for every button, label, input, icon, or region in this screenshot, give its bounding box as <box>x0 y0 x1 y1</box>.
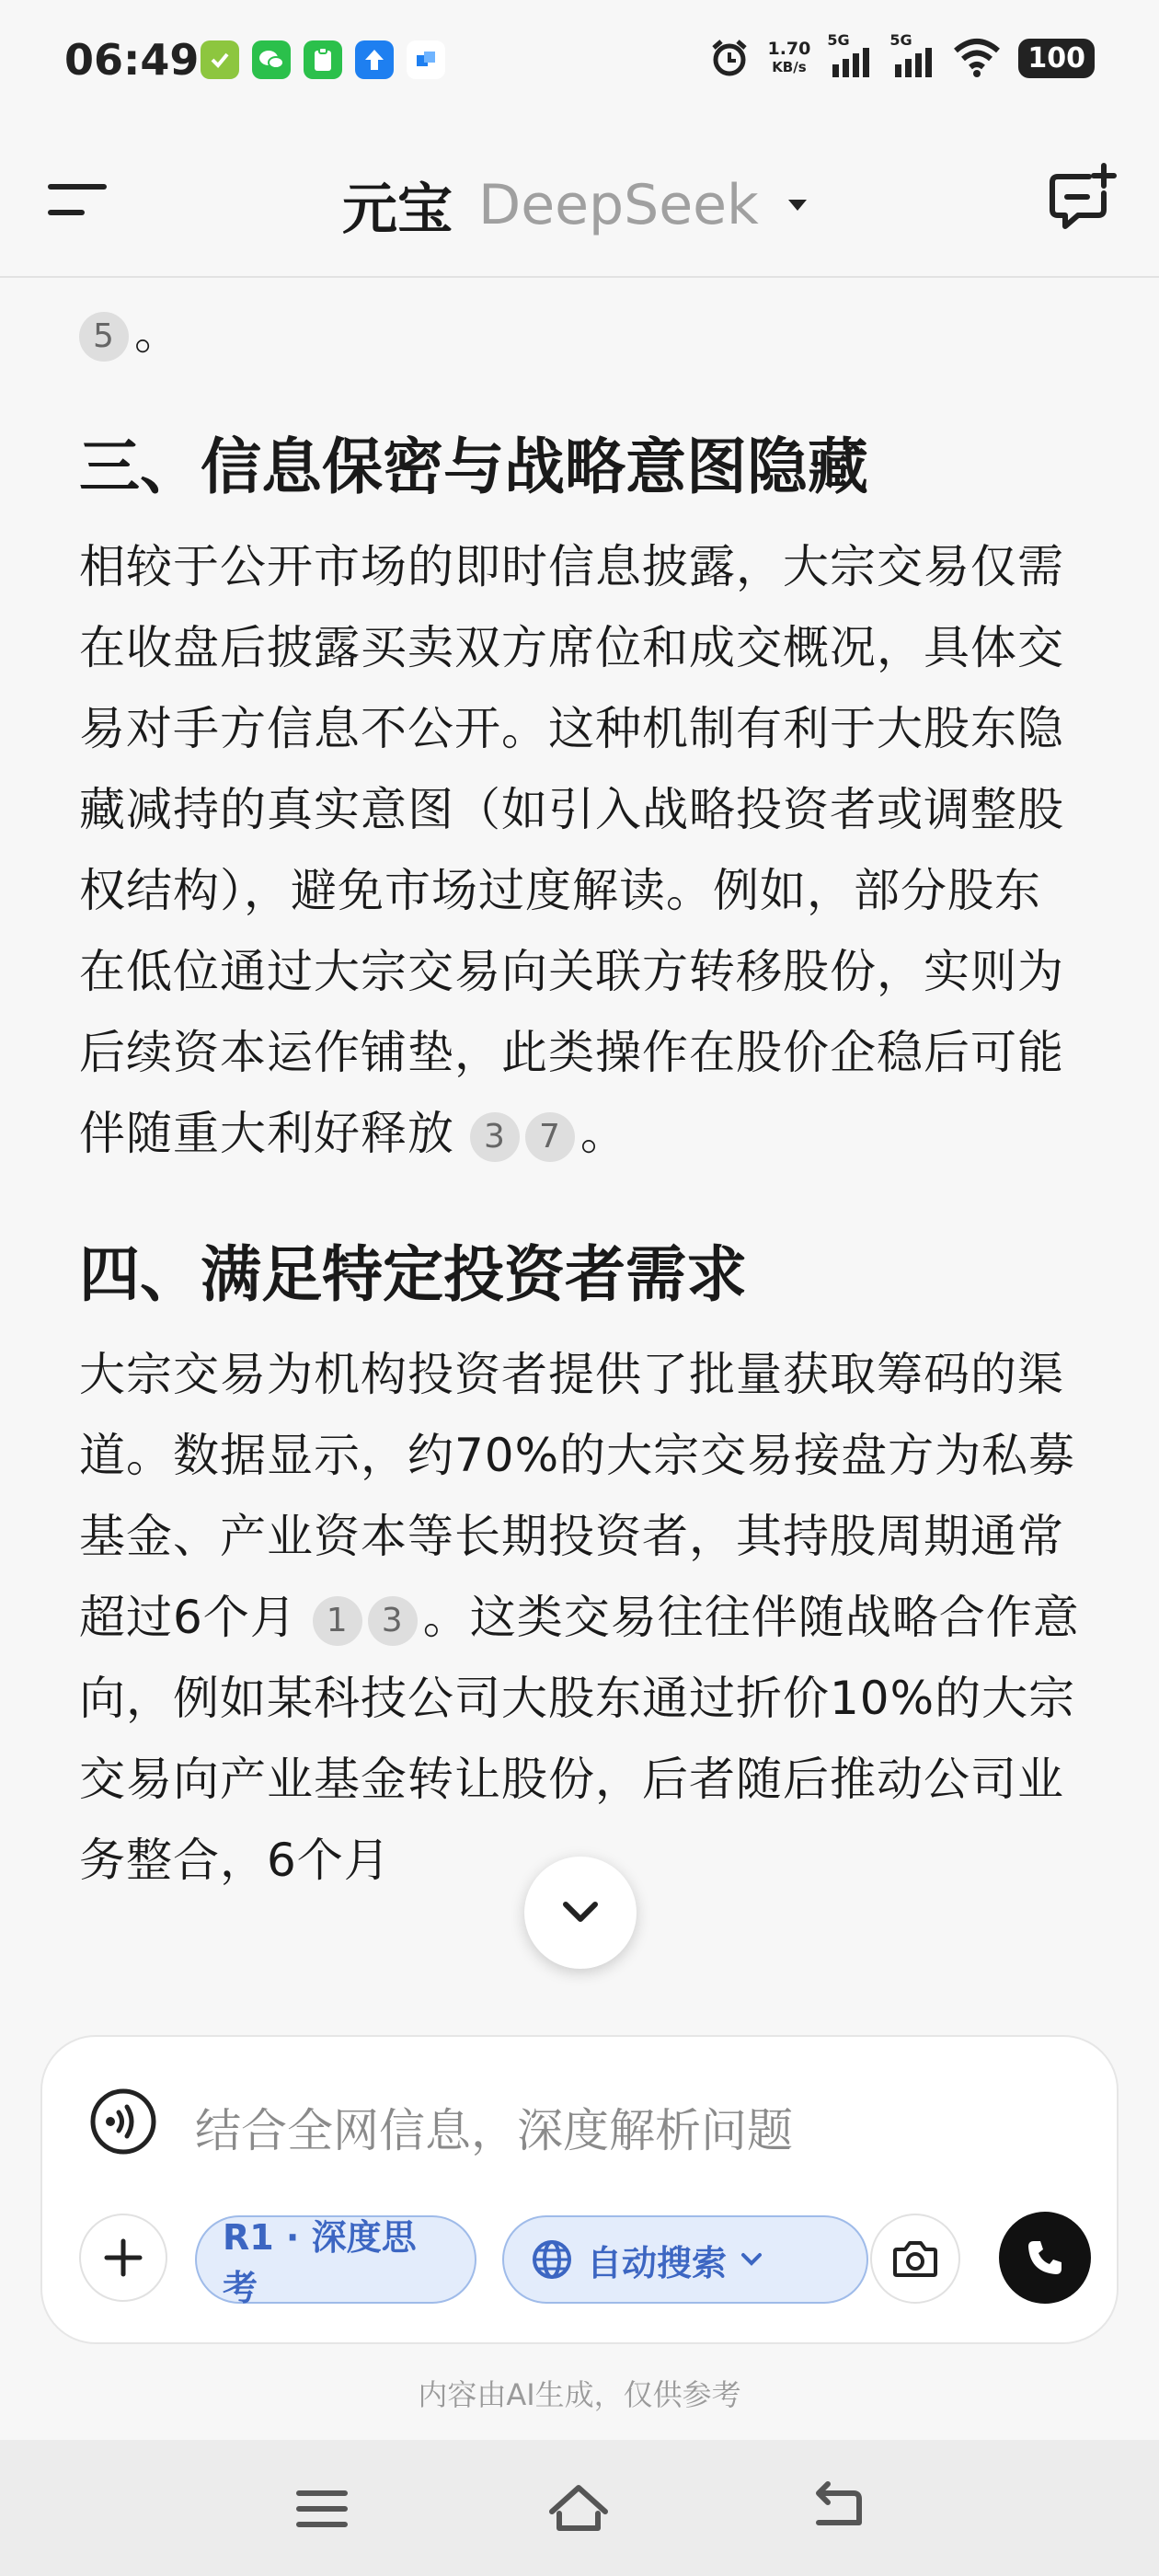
voice-input-icon[interactable] <box>88 2087 158 2156</box>
battery-indicator: 100 <box>1018 39 1095 78</box>
network-speed <box>767 40 810 76</box>
auto-search-label: 自动搜索 <box>587 2242 728 2283</box>
notification-icons <box>201 40 445 79</box>
status-indicators <box>708 31 1095 79</box>
camera-icon <box>891 2238 939 2279</box>
plus-icon <box>103 2237 143 2278</box>
camera-button[interactable] <box>870 2214 960 2304</box>
network-type-1: 5G <box>827 31 850 49</box>
task-app-icon <box>201 40 239 79</box>
alarm-icon <box>708 37 751 79</box>
clipboard-app-icon <box>304 40 342 79</box>
upload-app-icon <box>355 40 394 79</box>
model-name: DeepSeek <box>478 173 759 237</box>
system-nav-bar <box>0 2440 1159 2576</box>
status-time: 06:49 <box>64 35 200 85</box>
auto-search-dropdown[interactable] <box>502 2215 868 2304</box>
citation-badge[interactable]: 5 <box>79 312 129 362</box>
section-4-heading: 四、满足特定投资者需求 <box>79 1239 747 1310</box>
message-input[interactable]: 结合全网信息，深度解析问题 <box>195 2104 793 2157</box>
citation-badge[interactable]: 7 <box>525 1112 575 1162</box>
caret-down-icon <box>785 196 810 214</box>
punctuation: 。 <box>134 306 181 360</box>
voice-call-button[interactable] <box>999 2212 1091 2304</box>
back-icon[interactable] <box>806 2477 870 2541</box>
speed-value: 1.70 <box>767 39 811 59</box>
wechat-icon <box>252 40 291 79</box>
section-4-text-continued: 。这类交易往往伴随战略合作意向，例如某科技公司大股东通过折价10%的大宗交易向产业基金转让股份，后者随后推动公司业务整合，6个月 <box>79 1591 1080 1887</box>
section-3-heading: 三、信息保密与战略意图隐藏 <box>79 431 868 502</box>
wifi-icon <box>952 38 1002 78</box>
small-app-icon <box>407 40 445 79</box>
section-3-paragraph <box>79 526 1082 1174</box>
ai-disclaimer: 内容由AI生成，仅供参考 <box>418 2377 741 2412</box>
message-composer <box>40 2035 1119 2344</box>
phone-icon <box>1023 2236 1067 2280</box>
punctuation: 。 <box>580 1107 627 1160</box>
chevron-down-icon <box>740 2251 763 2268</box>
recent-apps-icon[interactable] <box>290 2477 354 2541</box>
new-chat-icon[interactable] <box>1045 160 1119 234</box>
add-attachment-button[interactable] <box>79 2214 167 2302</box>
home-icon[interactable] <box>546 2477 611 2541</box>
app-name: 元宝 <box>342 178 453 242</box>
section-4-text: 大宗交易为机构投资者提供了批量获取筹码的渠道。数据显示，约70%的大宗交易接盘方为私募基金、产业资本等长期投资者，其持股周期通常超过6个月 <box>79 1348 1076 1644</box>
globe-icon <box>530 2237 574 2282</box>
deep-think-label: R1 · 深度思考 <box>223 2217 417 2308</box>
citation-badge[interactable]: 3 <box>368 1596 418 1646</box>
deep-think-toggle[interactable] <box>195 2215 476 2308</box>
section-3-text: 相较于公开市场的即时信息披露，大宗交易仅需在收盘后披露买卖双方席位和成交概况，具体交易对手方信息不公开。这种机制有利于大股东隐藏减持的真实意图（如引入战略投资者或调整股权结构），避免市场过度解读。例如，部分股东在低位通过大宗交易向关联方转移股份，实则为后续资本运作铺垫，此类操作在股价企稳后可能伴随重大利好释放 <box>79 540 1064 1160</box>
section-4-paragraph <box>79 1334 1082 1901</box>
prev-paragraph-end <box>79 293 1082 374</box>
scroll-to-bottom-button[interactable] <box>524 1857 637 1969</box>
answer-content <box>79 276 1082 2024</box>
menu-icon[interactable] <box>44 177 110 223</box>
signal-icon-2 <box>889 31 935 79</box>
status-bar <box>0 0 1159 120</box>
speed-unit: KB/s <box>772 59 807 75</box>
chevron-down-icon <box>560 1899 601 1926</box>
citation-badge[interactable]: 1 <box>313 1596 362 1646</box>
app-header <box>0 120 1159 278</box>
network-type-2: 5G <box>889 31 912 49</box>
citation-badge[interactable]: 3 <box>470 1112 520 1162</box>
signal-icon-1 <box>827 31 873 79</box>
model-selector[interactable] <box>342 166 810 245</box>
